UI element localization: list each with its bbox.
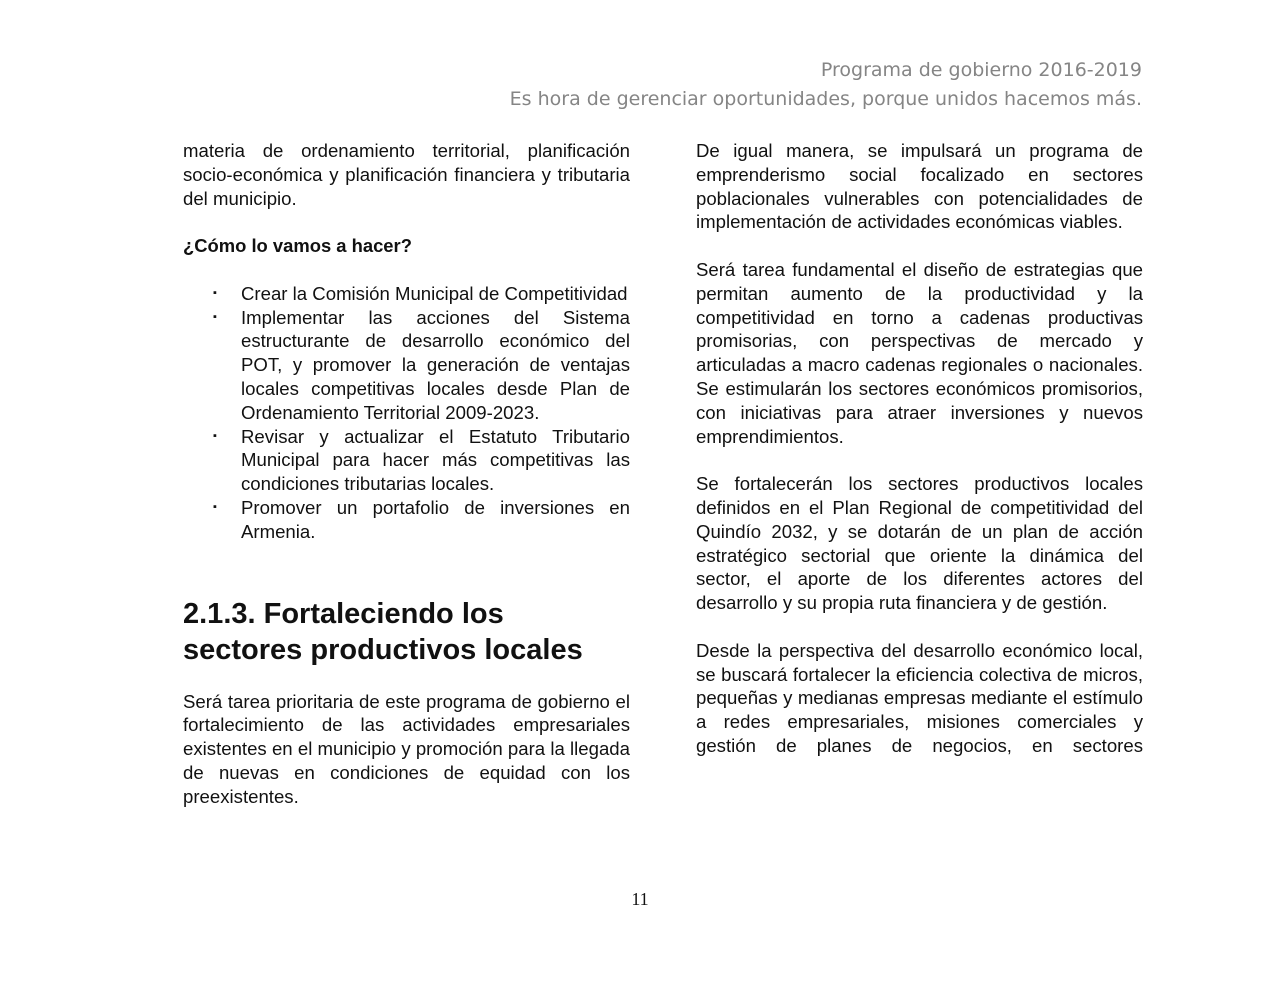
spacer <box>696 234 1143 258</box>
body-paragraph: De igual manera, se impulsará un programa de emprenderismo social focalizado en sectores poblacionales vulnerables con potencialidades de implementación de actividades económicas viables. <box>696 140 1143 233</box>
list-item <box>183 306 630 425</box>
square-bullet-icon: ▪ <box>213 500 217 513</box>
left-column <box>183 139 630 809</box>
right-column <box>696 139 1143 758</box>
list-item-text: Revisar y actualizar el Estatuto Tributario Municipal para hacer más competitivas las condiciones tributarias locales. <box>241 425 630 495</box>
square-bullet-icon: ▪ <box>213 310 217 323</box>
body-paragraph: Se fortalecerán los sectores productivos locales definidos en el Plan Regional de competitividad del Quindío 2032, y se dotarán de un plan de acción estratégico sectorial que oriente la dinámica del sector, el aporte de los diferentes actores del desarrollo y su propia ruta financiera y de gestión. <box>696 473 1143 614</box>
intro-paragraph: materia de ordenamiento territorial, planificación socio-económica y planificación financiera y tributaria del municipio. <box>183 140 630 209</box>
section-title-line-1: 2.1.3. Fortaleciendo los <box>183 597 504 630</box>
body-paragraph: Desde la perspectiva del desarrollo económico local, se buscará fortalecer la eficiencia colectiva de micros, pequeñas y medianas empresas mediante el estímulo a redes empresariales, misiones comerciales y gestión de planes de negocios, en sectores <box>696 639 1143 756</box>
spacer <box>183 544 630 596</box>
list-item <box>183 496 630 544</box>
section-title <box>183 596 630 668</box>
action-list <box>183 282 630 544</box>
section-title-line-2: sectores productivos locales <box>183 633 583 666</box>
spacer <box>183 668 630 690</box>
body-paragraph: Será tarea fundamental el diseño de estrategias que permitan aumento de la productividad y la competitividad en torno a cadenas productivas promisorias, con perspectivas de mercado y articuladas a macro cadenas regionales o nacionales. Se estimularán los sectores económicos promisorios, con iniciativas para atraer inversiones y nuevos emprendimientos. <box>696 258 1143 447</box>
spacer <box>183 210 630 234</box>
spacer <box>183 258 630 282</box>
list-item <box>183 282 630 306</box>
header-program-title: Programa de gobierno 2016-2019 <box>820 59 1142 81</box>
list-item-text: Implementar las acciones del Sistema estructurante de desarrollo económico del POT, y promover la generación de ventajas locales competitivas locales desde Plan de Ordenamiento Territorial 2009-2023. <box>241 306 630 423</box>
page-number: 11 <box>631 889 649 909</box>
list-item-text: Promover un portafolio de inversiones en Armenia. <box>241 496 630 542</box>
square-bullet-icon: ▪ <box>213 286 217 299</box>
subheading-how: ¿Cómo lo vamos a hacer? <box>183 235 412 257</box>
spacer <box>696 615 1143 639</box>
spacer <box>696 448 1143 472</box>
list-item-text: Crear la Comisión Municipal de Competitividad <box>241 282 628 304</box>
list-item <box>183 425 630 496</box>
header-slogan: Es hora de gerenciar oportunidades, porque unidos hacemos más. <box>509 88 1142 110</box>
page-header <box>382 56 1142 114</box>
section-paragraph: Será tarea prioritaria de este programa de gobierno el fortalecimiento de las actividades empresariales existentes en el municipio y promoción para la llegada de nuevas en condiciones de equidad con los preexistentes. <box>183 690 630 807</box>
square-bullet-icon: ▪ <box>213 429 217 442</box>
